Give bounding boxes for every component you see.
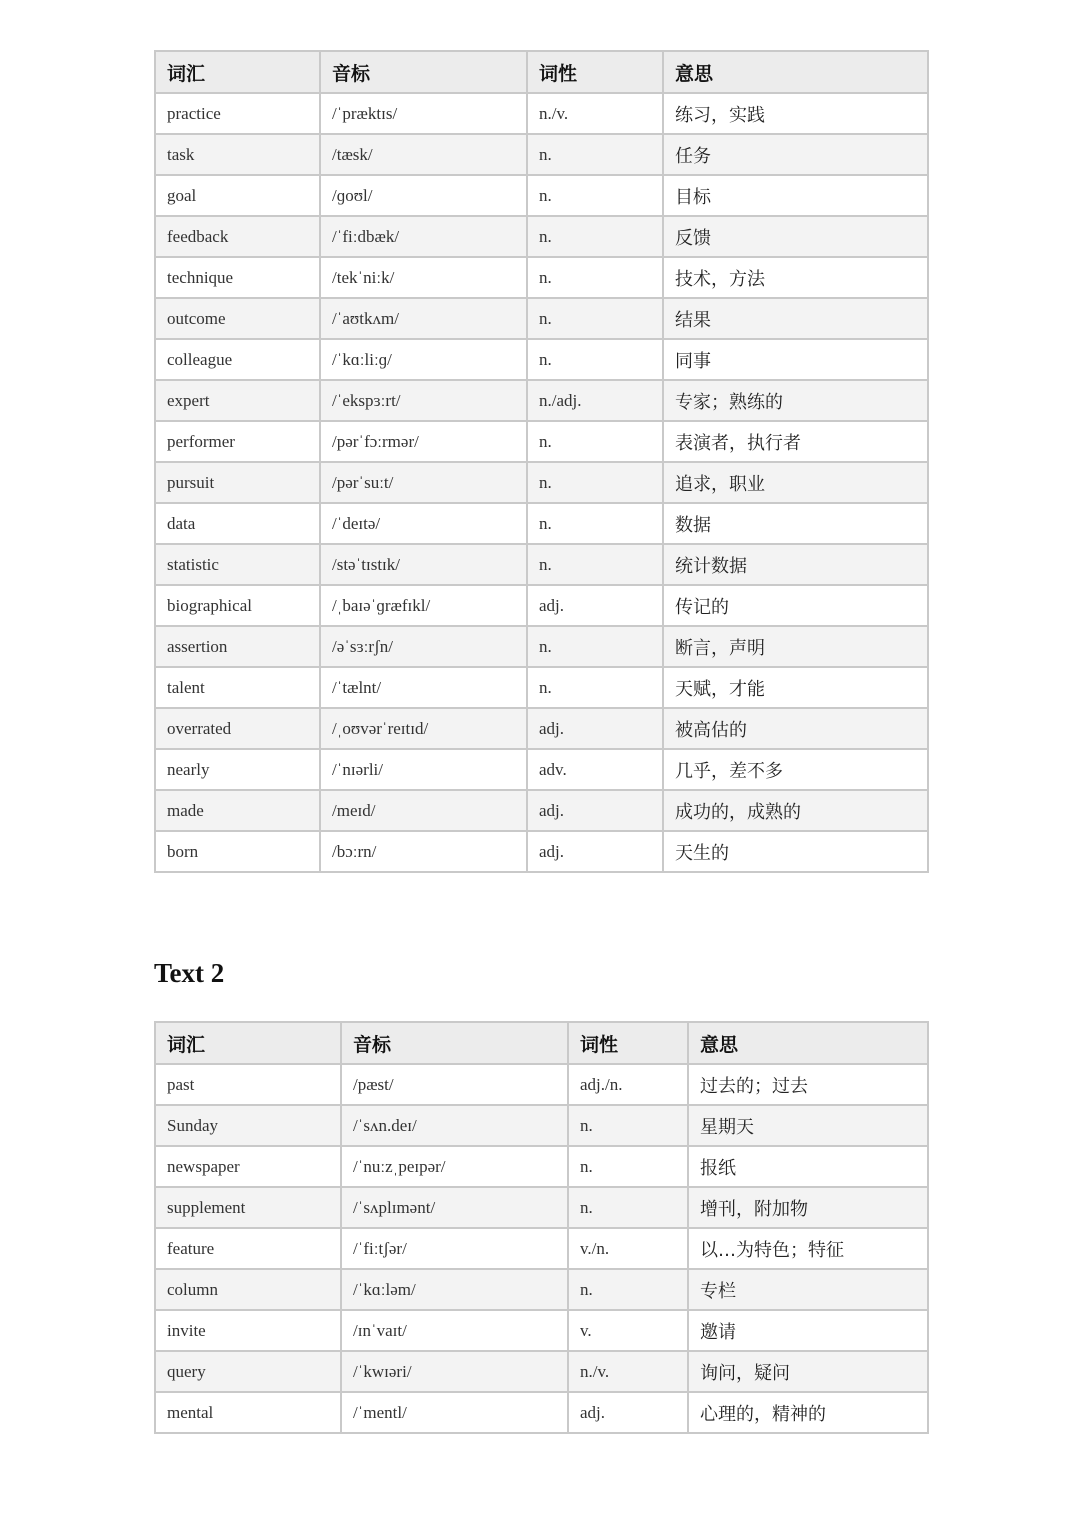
phonetic-cell: /ˈkɑːliːɡ/ — [320, 339, 527, 380]
meaning-cell: 以…为特色；特征 — [688, 1228, 928, 1269]
part-of-speech-cell: n. — [527, 257, 663, 298]
meaning-cell: 统计数据 — [663, 544, 928, 585]
part-of-speech-cell: n. — [527, 421, 663, 462]
part-of-speech-cell: n. — [527, 667, 663, 708]
meaning-cell: 心理的，精神的 — [688, 1392, 928, 1433]
table-row — [155, 1064, 928, 1105]
table-row — [155, 134, 928, 175]
word-cell: statistic — [155, 544, 320, 585]
word-cell: column — [155, 1269, 341, 1310]
header-meaning: 意思 — [663, 51, 928, 93]
meaning-cell: 传记的 — [663, 585, 928, 626]
meaning-cell: 断言，声明 — [663, 626, 928, 667]
meaning-cell: 追求，职业 — [663, 462, 928, 503]
part-of-speech-cell: v./n. — [568, 1228, 688, 1269]
part-of-speech-cell: n. — [527, 175, 663, 216]
part-of-speech-cell: n. — [568, 1187, 688, 1228]
part-of-speech-cell: n./v. — [527, 93, 663, 134]
part-of-speech-cell: n. — [527, 462, 663, 503]
word-cell: Sunday — [155, 1105, 341, 1146]
phonetic-cell: /ˈkwɪəri/ — [341, 1351, 568, 1392]
phonetic-cell: /pərˈfɔːrmər/ — [320, 421, 527, 462]
word-cell: colleague — [155, 339, 320, 380]
word-cell: overrated — [155, 708, 320, 749]
meaning-cell: 天生的 — [663, 831, 928, 872]
table-row — [155, 585, 928, 626]
meaning-cell: 天赋，才能 — [663, 667, 928, 708]
word-cell: technique — [155, 257, 320, 298]
phonetic-cell: /ˈmentl/ — [341, 1392, 568, 1433]
word-cell: mental — [155, 1392, 341, 1433]
word-cell: nearly — [155, 749, 320, 790]
header-meaning: 意思 — [688, 1022, 928, 1064]
part-of-speech-cell: n. — [568, 1105, 688, 1146]
phonetic-cell: /ˈnuːzˌpeɪpər/ — [341, 1146, 568, 1187]
table-row — [155, 708, 928, 749]
table-header-row — [155, 51, 928, 93]
phonetic-cell: /tekˈniːk/ — [320, 257, 527, 298]
part-of-speech-cell: n. — [527, 339, 663, 380]
header-part-of-speech: 词性 — [568, 1022, 688, 1064]
part-of-speech-cell: n. — [568, 1146, 688, 1187]
meaning-cell: 专家；熟练的 — [663, 380, 928, 421]
phonetic-cell: /ˌoʊvərˈreɪtɪd/ — [320, 708, 527, 749]
part-of-speech-cell: adj. — [527, 585, 663, 626]
phonetic-cell: /ˈfiːdbæk/ — [320, 216, 527, 257]
word-cell: task — [155, 134, 320, 175]
part-of-speech-cell: n. — [527, 544, 663, 585]
phonetic-cell: /ɪnˈvaɪt/ — [341, 1310, 568, 1351]
meaning-cell: 专栏 — [688, 1269, 928, 1310]
table-row — [155, 1269, 928, 1310]
table-row — [155, 790, 928, 831]
header-word: 词汇 — [155, 1022, 341, 1064]
header-phonetic: 音标 — [320, 51, 527, 93]
part-of-speech-cell: n. — [527, 216, 663, 257]
table-row — [155, 1351, 928, 1392]
meaning-cell: 成功的，成熟的 — [663, 790, 928, 831]
table-row — [155, 421, 928, 462]
meaning-cell: 结果 — [663, 298, 928, 339]
phonetic-cell: /ˈfiːtʃər/ — [341, 1228, 568, 1269]
word-cell: newspaper — [155, 1146, 341, 1187]
table-row — [155, 544, 928, 585]
phonetic-cell: /ˈtælnt/ — [320, 667, 527, 708]
meaning-cell: 被高估的 — [663, 708, 928, 749]
header-phonetic: 音标 — [341, 1022, 568, 1064]
word-cell: outcome — [155, 298, 320, 339]
word-cell: made — [155, 790, 320, 831]
meaning-cell: 增刊，附加物 — [688, 1187, 928, 1228]
part-of-speech-cell: v. — [568, 1310, 688, 1351]
phonetic-cell: /bɔːrn/ — [320, 831, 527, 872]
part-of-speech-cell: adv. — [527, 749, 663, 790]
table-row — [155, 93, 928, 134]
word-cell: performer — [155, 421, 320, 462]
header-part-of-speech: 词性 — [527, 51, 663, 93]
table-row — [155, 1228, 928, 1269]
table-row — [155, 749, 928, 790]
word-cell: data — [155, 503, 320, 544]
phonetic-cell: /ˈekspɜːrt/ — [320, 380, 527, 421]
part-of-speech-cell: adj. — [527, 708, 663, 749]
table-row — [155, 503, 928, 544]
phonetic-cell: /stəˈtɪstɪk/ — [320, 544, 527, 585]
table-row — [155, 298, 928, 339]
table-row — [155, 1392, 928, 1433]
meaning-cell: 目标 — [663, 175, 928, 216]
table-row — [155, 339, 928, 380]
meaning-cell: 几乎，差不多 — [663, 749, 928, 790]
section-heading: Text 2 — [154, 958, 225, 988]
part-of-speech-cell: n. — [527, 134, 663, 175]
meaning-cell: 邀请 — [688, 1310, 928, 1351]
word-cell: feature — [155, 1228, 341, 1269]
part-of-speech-cell: n. — [527, 626, 663, 667]
table-row — [155, 175, 928, 216]
phonetic-cell: /ˈdeɪtə/ — [320, 503, 527, 544]
part-of-speech-cell: adj. — [527, 831, 663, 872]
part-of-speech-cell: n. — [527, 298, 663, 339]
table-row — [155, 1146, 928, 1187]
table-row — [155, 257, 928, 298]
phonetic-cell: /ˈaʊtkʌm/ — [320, 298, 527, 339]
phonetic-cell: /ˈnɪərli/ — [320, 749, 527, 790]
phonetic-cell: /əˈsɜːrʃn/ — [320, 626, 527, 667]
header-word: 词汇 — [155, 51, 320, 93]
table-row — [155, 1105, 928, 1146]
table-row — [155, 831, 928, 872]
part-of-speech-cell: n./adj. — [527, 380, 663, 421]
phonetic-cell: /meɪd/ — [320, 790, 527, 831]
phonetic-cell: /ˌbaɪəˈɡræfɪkl/ — [320, 585, 527, 626]
table-row — [155, 626, 928, 667]
table-row — [155, 380, 928, 421]
phonetic-cell: /ˈpræktɪs/ — [320, 93, 527, 134]
word-cell: pursuit — [155, 462, 320, 503]
word-cell: supplement — [155, 1187, 341, 1228]
part-of-speech-cell: adj. — [568, 1392, 688, 1433]
vocab-table-1 — [154, 50, 929, 873]
meaning-cell: 报纸 — [688, 1146, 928, 1187]
meaning-cell: 询问，疑问 — [688, 1351, 928, 1392]
table-row — [155, 667, 928, 708]
meaning-cell: 同事 — [663, 339, 928, 380]
word-cell: past — [155, 1064, 341, 1105]
word-cell: query — [155, 1351, 341, 1392]
vocab-table-2 — [154, 1021, 929, 1434]
meaning-cell: 反馈 — [663, 216, 928, 257]
meaning-cell: 练习，实践 — [663, 93, 928, 134]
word-cell: talent — [155, 667, 320, 708]
word-cell: goal — [155, 175, 320, 216]
phonetic-cell: /ˈsʌplɪmənt/ — [341, 1187, 568, 1228]
part-of-speech-cell: adj. — [527, 790, 663, 831]
meaning-cell: 任务 — [663, 134, 928, 175]
table-row — [155, 462, 928, 503]
meaning-cell: 星期天 — [688, 1105, 928, 1146]
phonetic-cell: /pæst/ — [341, 1064, 568, 1105]
phonetic-cell: /ɡoʊl/ — [320, 175, 527, 216]
part-of-speech-cell: n. — [527, 503, 663, 544]
part-of-speech-cell: adj./n. — [568, 1064, 688, 1105]
meaning-cell: 表演者，执行者 — [663, 421, 928, 462]
word-cell: born — [155, 831, 320, 872]
phonetic-cell: /pərˈsuːt/ — [320, 462, 527, 503]
word-cell: biographical — [155, 585, 320, 626]
word-cell: feedback — [155, 216, 320, 257]
word-cell: invite — [155, 1310, 341, 1351]
part-of-speech-cell: n./v. — [568, 1351, 688, 1392]
part-of-speech-cell: n. — [568, 1269, 688, 1310]
meaning-cell: 过去的；过去 — [688, 1064, 928, 1105]
word-cell: expert — [155, 380, 320, 421]
meaning-cell: 数据 — [663, 503, 928, 544]
table-row — [155, 1310, 928, 1351]
phonetic-cell: /ˈsʌn.deɪ/ — [341, 1105, 568, 1146]
table-row — [155, 216, 928, 257]
word-cell: assertion — [155, 626, 320, 667]
phonetic-cell: /ˈkɑːləm/ — [341, 1269, 568, 1310]
word-cell: practice — [155, 93, 320, 134]
table-row — [155, 1187, 928, 1228]
phonetic-cell: /tæsk/ — [320, 134, 527, 175]
meaning-cell: 技术，方法 — [663, 257, 928, 298]
table-header-row — [155, 1022, 928, 1064]
